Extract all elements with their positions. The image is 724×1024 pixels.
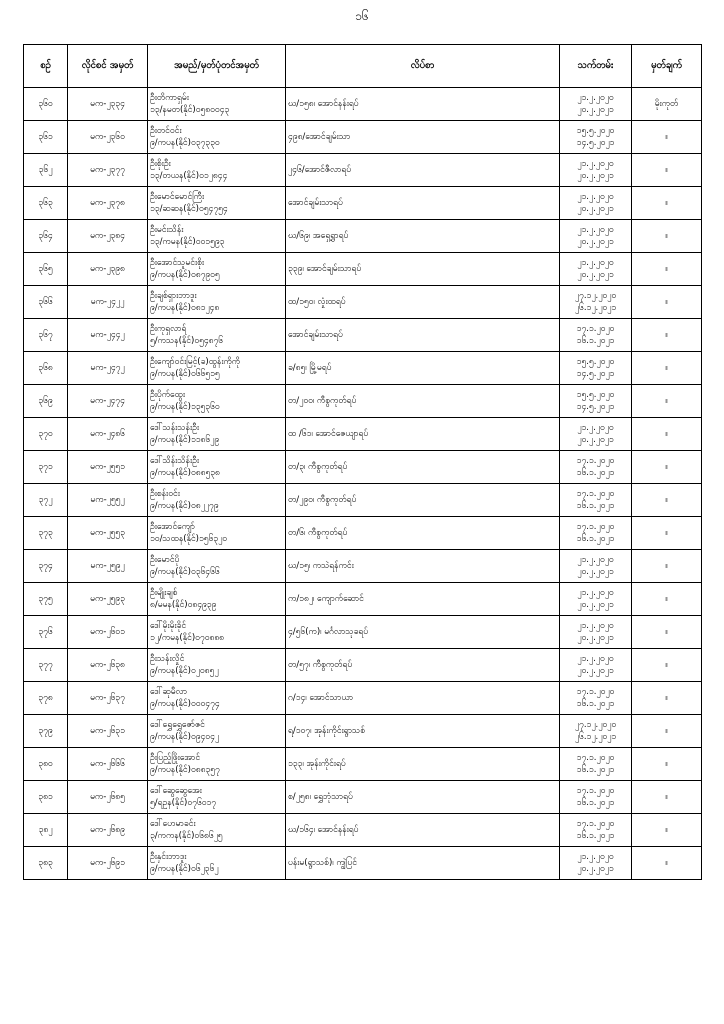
address-cell: တ/၂၉၀၊ ကီစွကုတ်ရပ် bbox=[286, 484, 560, 517]
valid-to: ၁၆.၁.၂၀၂၁ bbox=[576, 699, 615, 709]
holder-name: ဦးမောင်ပို bbox=[150, 555, 180, 565]
holder-name: ဦးစန်းဝင်း bbox=[150, 489, 180, 499]
serial-cell: ၃၇၄ bbox=[24, 550, 68, 583]
registration-number: ၁၃/ကမန(နိုင်)၀၀၁၅၉၃ bbox=[150, 237, 225, 247]
registration-number: ၉/ကပန(နိုင်)၀၉၄၀၄၂ bbox=[150, 732, 220, 742]
table-row bbox=[24, 616, 702, 649]
header-remark: မှတ်ချက် bbox=[632, 45, 702, 88]
name-cell bbox=[148, 649, 286, 682]
valid-from: ၂၁.၂.၂၀၂၀ bbox=[577, 225, 614, 235]
remark-cell: ။ bbox=[632, 682, 702, 715]
name-cell bbox=[148, 319, 286, 352]
valid-to: ၂၆.၁၂.၂၀၂၁ bbox=[574, 303, 617, 313]
serial-cell: ၃၇၈ bbox=[24, 682, 68, 715]
serial-cell: ၃၇၇ bbox=[24, 649, 68, 682]
header-serial: စဉ် bbox=[24, 45, 68, 88]
table-row bbox=[24, 649, 702, 682]
serial-cell: ၃၇၀ bbox=[24, 418, 68, 451]
remark-cell: ။ bbox=[632, 352, 702, 385]
name-cell bbox=[148, 781, 286, 814]
holder-name: ဒေါ်ဆွေဆွေအေး bbox=[150, 786, 202, 796]
address-cell: တ/၃၊ ကီစွကုတ်ရပ် bbox=[286, 451, 560, 484]
registration-number: ၁၃/နမတ(နိုင်)၀၅၈၀၀၄၃ bbox=[150, 105, 230, 115]
valid-to: ၂၆.၁၂.၂၀၂၁ bbox=[574, 732, 617, 742]
valid-from: ၁၇.၁.၂၀၂၀ bbox=[576, 522, 615, 532]
table-row bbox=[24, 385, 702, 418]
validity-cell bbox=[560, 616, 632, 649]
table-row bbox=[24, 550, 702, 583]
valid-from: ၂၁.၂.၂၀၂၀ bbox=[577, 93, 614, 103]
registration-number: ၃/ကကန(နိုင်)၀၆၈၆၂၅ bbox=[150, 831, 223, 841]
validity-cell bbox=[560, 154, 632, 187]
serial-cell: ၃၆၅ bbox=[24, 253, 68, 286]
validity-cell bbox=[560, 649, 632, 682]
name-cell bbox=[148, 517, 286, 550]
valid-from: ၁၅.၅.၂၀၂၀ bbox=[576, 126, 615, 136]
license-cell: မက-၂၆၃၈ bbox=[68, 649, 148, 682]
valid-to: ၁၆.၁.၂၀၂၁ bbox=[576, 501, 615, 511]
validity-cell bbox=[560, 583, 632, 616]
table-row bbox=[24, 352, 702, 385]
address-cell: ထ /၆၁၊ အောင်ဇေယျာရပ် bbox=[286, 418, 560, 451]
table-row bbox=[24, 847, 702, 880]
registration-number: ၉/ကပန(နိုင်)၀၈၁၂၄၈ bbox=[150, 303, 220, 313]
header-address: လိပ်စာ bbox=[286, 45, 560, 88]
name-cell bbox=[148, 550, 286, 583]
license-cell: မက-၂၃၆၀ bbox=[68, 121, 148, 154]
license-cell: မက-၂၄၂၂ bbox=[68, 286, 148, 319]
holder-name: ဒေါ်ဆုမီလာ bbox=[150, 687, 188, 697]
license-cell: မက-၂၆၃၁ bbox=[68, 715, 148, 748]
serial-cell: ၃၈၁ bbox=[24, 781, 68, 814]
holder-name: ဦးသန်းလှိုင် bbox=[150, 654, 185, 664]
remark-cell: ။ bbox=[632, 616, 702, 649]
license-cell: မက-၂၅၉၂ bbox=[68, 550, 148, 583]
table-row bbox=[24, 253, 702, 286]
table-row bbox=[24, 154, 702, 187]
remark-cell: ။ bbox=[632, 517, 702, 550]
valid-to: ၂၀.၂.၂၀၂၁ bbox=[577, 567, 614, 577]
name-cell bbox=[148, 814, 286, 847]
name-cell bbox=[148, 88, 286, 121]
remark-cell: ။ bbox=[632, 385, 702, 418]
registration-number: ၉/ကပန(နိုင်)၀၃၇၃၃၀ bbox=[150, 138, 220, 148]
license-cell: မက-၂၄၇၄ bbox=[68, 385, 148, 418]
serial-cell: ၃၈၃ bbox=[24, 847, 68, 880]
remark-cell: ။ bbox=[632, 451, 702, 484]
address-cell: ခ/၈၅၊ မြို့မရပ် bbox=[286, 352, 560, 385]
address-cell: တ/၅၇၊ ကီစွကုတ်ရပ် bbox=[286, 649, 560, 682]
table-body bbox=[24, 88, 702, 880]
table-row bbox=[24, 583, 702, 616]
holder-name: ဦးမင်းသိန်း bbox=[150, 225, 184, 235]
validity-cell bbox=[560, 517, 632, 550]
table-row bbox=[24, 286, 702, 319]
serial-cell: ၃၆၁ bbox=[24, 121, 68, 154]
valid-from: ၂၁.၂.၂၀၂၀ bbox=[577, 192, 614, 202]
validity-cell bbox=[560, 484, 632, 517]
name-cell bbox=[148, 682, 286, 715]
validity-cell bbox=[560, 550, 632, 583]
registration-number: ၉/ကပန(နိုင်)၀၆၆၅၁၅ bbox=[150, 369, 220, 379]
table-row bbox=[24, 319, 702, 352]
table-row bbox=[24, 814, 702, 847]
remark-cell: ။ bbox=[632, 484, 702, 517]
validity-cell bbox=[560, 319, 632, 352]
valid-to: ၂၀.၂.၂၀၂၁ bbox=[577, 435, 614, 445]
valid-from: ၁၇.၁.၂၀၂၀ bbox=[576, 753, 615, 763]
name-cell bbox=[148, 418, 286, 451]
registration-number: ၉/ကပန(နိုင်)၀၈၂၂၇၉ bbox=[150, 501, 219, 511]
license-cell: မက-၂၅၉၃ bbox=[68, 583, 148, 616]
valid-from: ၂၁.၂.၂၀၂၀ bbox=[577, 654, 614, 664]
license-cell: မက-၂၄၇၂ bbox=[68, 352, 148, 385]
table-row bbox=[24, 517, 702, 550]
validity-cell bbox=[560, 352, 632, 385]
holder-name: ဒေါ်ဟေမာခင်း bbox=[150, 819, 196, 829]
license-cell: မက-၂၃၃၄ bbox=[68, 88, 148, 121]
license-cell: မက-၂၆၉၁ bbox=[68, 847, 148, 880]
validity-cell bbox=[560, 187, 632, 220]
serial-cell: ၃၇၆ bbox=[24, 616, 68, 649]
registration-number: ၉/ကပန(နိုင်)၀၈၈၃၅၇ bbox=[150, 765, 220, 775]
address-cell: ဃ/၆၉၊ အရှေ့ရွာရပ် bbox=[286, 220, 560, 253]
name-cell bbox=[148, 847, 286, 880]
registration-number: ၁၃/ဆဆန(နိုင်)၀၅၄၇၅၄ bbox=[150, 204, 228, 214]
license-cell: မက-၂၃၇၇ bbox=[68, 154, 148, 187]
table-header-row bbox=[24, 45, 702, 88]
validity-cell bbox=[560, 220, 632, 253]
page-number: ၁၆ bbox=[355, 9, 369, 23]
valid-from: ၁၇.၁.၂၀၂၀ bbox=[576, 456, 615, 466]
serial-cell: ၃၇၃ bbox=[24, 517, 68, 550]
valid-from: ၁၇.၁.၂၀၂၀ bbox=[576, 786, 615, 796]
validity-cell bbox=[560, 814, 632, 847]
registration-number: ၉/ကပန(နိုင်)၁၃၅၃၆၀ bbox=[150, 402, 220, 412]
valid-to: ၁၆.၁.၂၀၂၁ bbox=[576, 798, 615, 808]
validity-cell bbox=[560, 847, 632, 880]
serial-cell: ၃၆၄ bbox=[24, 220, 68, 253]
holder-name: ဦးအောင်သူမင်းစိုး bbox=[150, 258, 205, 268]
header-name-registration: အမည်/မှတ်ပုံတင်အမှတ် bbox=[148, 45, 286, 88]
serial-cell: ၃၈၀ bbox=[24, 748, 68, 781]
holder-name: ဦးစိုးဦး bbox=[150, 159, 171, 169]
remark-cell: ။ bbox=[632, 121, 702, 154]
table-row bbox=[24, 682, 702, 715]
holder-name: ဦးတင်ဝင်း bbox=[150, 126, 182, 136]
registration-number: ၅/ကသန(နိုင်)၀၅၄၈၇၆ bbox=[150, 336, 224, 346]
holder-name: ဦးမောင်မောင်ကြီး bbox=[150, 192, 205, 202]
validity-cell bbox=[560, 715, 632, 748]
license-cell: မက-၂၆၀၁ bbox=[68, 616, 148, 649]
name-cell bbox=[148, 286, 286, 319]
holder-name: ဦးကျော်ဝင်းမြင့်(ခ)ထွန်းကိုကို bbox=[150, 357, 241, 367]
validity-cell bbox=[560, 121, 632, 154]
validity-cell bbox=[560, 385, 632, 418]
valid-to: ၁၄.၅.၂၀၂၁ bbox=[576, 369, 615, 379]
valid-to: ၂၀.၂.၂၀၂၁ bbox=[577, 204, 614, 214]
valid-from: ၂၁.၂.၂၀၂၀ bbox=[577, 852, 614, 862]
serial-cell: ၃၆၇ bbox=[24, 319, 68, 352]
registration-number: ၁၃/တယန(နိုင်)၀၁၂၈၄၄ bbox=[150, 171, 228, 181]
registration-number: ၁၀/သထန(နိုင်)၁၅၆၃၂၀ bbox=[150, 534, 228, 544]
valid-to: ၂၀.၂.၂၀၂၁ bbox=[577, 600, 614, 610]
address-cell: ရ/၁၀၇၊ အုန်းကိုင်းရွာသစ် bbox=[286, 715, 560, 748]
valid-from: ၂၁.၂.၂၀၂၀ bbox=[577, 555, 614, 565]
validity-cell bbox=[560, 451, 632, 484]
serial-cell: ၃၇၉ bbox=[24, 715, 68, 748]
serial-cell: ၃၆၃ bbox=[24, 187, 68, 220]
registration-number: ၅/ရဥန(နိုင်)၀၇၆၀၁၇ bbox=[150, 798, 217, 808]
valid-from: ၁၇.၁.၂၀၂၀ bbox=[576, 819, 615, 829]
registration-number: ၉/ကပန(နိုင်)၀၆၂၃၆၂ bbox=[150, 864, 219, 874]
serial-cell: ၃၆၂ bbox=[24, 154, 68, 187]
table-row bbox=[24, 418, 702, 451]
table-row bbox=[24, 748, 702, 781]
valid-from: ၂၁.၂.၂၀၂၀ bbox=[577, 588, 614, 598]
name-cell bbox=[148, 121, 286, 154]
valid-from: ၂၁.၂.၂၀၂၀ bbox=[577, 621, 614, 631]
table-row bbox=[24, 88, 702, 121]
valid-to: ၁၄.၅.၂၀၂၁ bbox=[576, 402, 615, 412]
remark-cell: မိုးကုတ် bbox=[632, 88, 702, 121]
header-validity: သက်တမ်း bbox=[560, 45, 632, 88]
address-cell: ၁၃၃၊ အုန်းကိုင်းရပ် bbox=[286, 748, 560, 781]
validity-cell bbox=[560, 253, 632, 286]
holder-name: ဦးတိကာရှမ်း bbox=[150, 93, 189, 103]
license-cell: မက-၂၃၈၄ bbox=[68, 220, 148, 253]
valid-to: ၁၆.၁.၂၀၂၁ bbox=[576, 534, 615, 544]
remark-cell: ။ bbox=[632, 154, 702, 187]
license-cell: မက-၂၆၃၇ bbox=[68, 682, 148, 715]
valid-from: ၁၇.၁.၂၀၂၀ bbox=[576, 489, 615, 499]
name-cell bbox=[148, 187, 286, 220]
serial-cell: ၃၆၀ bbox=[24, 88, 68, 121]
remark-cell: ။ bbox=[632, 847, 702, 880]
valid-to: ၁၆.၁.၂၀၂၁ bbox=[576, 468, 615, 478]
address-cell: ထ/၁၅၀၊ လှုံးထရပ် bbox=[286, 286, 560, 319]
valid-from: ၂၇.၁၂.၂၀၂၀ bbox=[574, 720, 617, 730]
registration-number: ၈/မမန(နိုင်)၀၈၄၉၃၉ bbox=[150, 600, 217, 610]
remark-cell: ။ bbox=[632, 253, 702, 286]
name-cell bbox=[148, 154, 286, 187]
license-cell: မက-၂၅၅၂ bbox=[68, 484, 148, 517]
remark-cell: ။ bbox=[632, 550, 702, 583]
holder-name: ဦးပြည့်ဖြိုးအောင် bbox=[150, 753, 201, 763]
address-cell: အောင်ချမ်းသာရပ် bbox=[286, 319, 560, 352]
name-cell bbox=[148, 220, 286, 253]
license-cell: မက-၂၆၈၉ bbox=[68, 814, 148, 847]
address-cell: ဃ/၁၅၊ ကသဲရန်ကင်း bbox=[286, 550, 560, 583]
validity-cell bbox=[560, 418, 632, 451]
valid-to: ၂၀.၂.၂၀၂၁ bbox=[577, 666, 614, 676]
holder-name: ဦးအောင်ကျော် bbox=[150, 522, 195, 532]
registration-number: ၉/ကပန(နိုင်)၀၃၆၄၆၆ bbox=[150, 567, 220, 577]
name-cell bbox=[148, 352, 286, 385]
valid-to: ၂၀.၂.၂၀၂၁ bbox=[577, 270, 614, 280]
remark-cell: ။ bbox=[632, 286, 702, 319]
address-cell: အောင်ချမ်းသာရပ် bbox=[286, 187, 560, 220]
address-cell: ၄၉၈/အောင်ချမ်းသာ bbox=[286, 121, 560, 154]
holder-name: ဒေါ်သန်းသန်းဦး bbox=[150, 423, 199, 433]
holder-name: ဦးချစ်ရှားဘာဒူး bbox=[150, 291, 197, 301]
validity-cell bbox=[560, 682, 632, 715]
license-cell: မက-၂၄၈၆ bbox=[68, 418, 148, 451]
validity-cell bbox=[560, 748, 632, 781]
registration-number: ၉/ကပန(နိုင်)၁၁၈၆၂၉ bbox=[150, 435, 220, 445]
holder-name: ဦးမျိုးချစ် bbox=[150, 588, 178, 598]
remark-cell: ။ bbox=[632, 220, 702, 253]
registration-number: ၉/ကပန(နိုင်)၀၀၀၄၇၄ bbox=[150, 699, 220, 709]
name-cell bbox=[148, 484, 286, 517]
valid-to: ၂၀.၂.၂၀၂၁ bbox=[577, 633, 614, 643]
address-cell: စ/၂၅၈၊ ရွှေဘုံသာရပ် bbox=[286, 781, 560, 814]
license-cell: မက-၂၅၅၁ bbox=[68, 451, 148, 484]
name-cell bbox=[148, 385, 286, 418]
serial-cell: ၃၆၆ bbox=[24, 286, 68, 319]
holder-name: ဒေါ်မိုးမိုးခိုင် bbox=[150, 621, 187, 631]
license-cell: မက-၂၃၉၈ bbox=[68, 253, 148, 286]
remark-cell: ။ bbox=[632, 781, 702, 814]
license-cell: မက-၂၅၅၃ bbox=[68, 517, 148, 550]
name-cell bbox=[148, 748, 286, 781]
remark-cell: ။ bbox=[632, 187, 702, 220]
valid-to: ၂၀.၂.၂၀၂၁ bbox=[577, 171, 614, 181]
valid-from: ၂၁.၂.၂၀၂၀ bbox=[577, 159, 614, 169]
registration-number: ၉/ကပန(နိုင်)၀၈၈၅၃၈ bbox=[150, 468, 220, 478]
license-register-table bbox=[23, 44, 702, 880]
holder-name: ဦးပိုက်ထွေး bbox=[150, 390, 186, 400]
remark-cell: ။ bbox=[632, 748, 702, 781]
license-cell: မက-၂၃၇၈ bbox=[68, 187, 148, 220]
name-cell bbox=[148, 253, 286, 286]
validity-cell bbox=[560, 88, 632, 121]
serial-cell: ၃၇၁ bbox=[24, 451, 68, 484]
holder-name: ဒေါ်ရွှေရွှေဇော်ဇင် bbox=[150, 720, 205, 730]
remark-cell: ။ bbox=[632, 418, 702, 451]
license-cell: မက-၂၆၈၅ bbox=[68, 781, 148, 814]
header-license-number: လိုင်စင် အမှတ် bbox=[68, 45, 148, 88]
serial-cell: ၃၇၂ bbox=[24, 484, 68, 517]
valid-from: ၁၇.၁.၂၀၂၀ bbox=[576, 324, 615, 334]
name-cell bbox=[148, 583, 286, 616]
address-cell: ပန်းမ(ရွာသစ်)၊ ကျွဲပြင် bbox=[286, 847, 560, 880]
address-cell: ဃ/၁၆၄၊ အောင်နန်းရပ် bbox=[286, 814, 560, 847]
serial-cell: ၃၆၈ bbox=[24, 352, 68, 385]
valid-from: ၂၁.၂.၂၀၂၀ bbox=[577, 258, 614, 268]
serial-cell: ၃၈၂ bbox=[24, 814, 68, 847]
address-cell: ဃ/၁၅၈၊ အောင်နန်းရပ် bbox=[286, 88, 560, 121]
table-row bbox=[24, 220, 702, 253]
address-cell: တ/၆၊ ကီစွကုတ်ရပ် bbox=[286, 517, 560, 550]
registration-number: ၉/ကပန(နိုင်)၀၈၇၉၀၅ bbox=[150, 270, 220, 280]
valid-from: ၁၅.၅.၂၀၂၀ bbox=[576, 357, 615, 367]
address-cell: က/၁၈၂၊ ကျောက်ဆောင် bbox=[286, 583, 560, 616]
name-cell bbox=[148, 451, 286, 484]
serial-cell: ၃၇၅ bbox=[24, 583, 68, 616]
valid-from: ၁၇.၁.၂၀၂၀ bbox=[576, 687, 615, 697]
address-cell: ၂၄၆/အောင်ဇီလာရပ် bbox=[286, 154, 560, 187]
registration-number: ၉/ကပန(နိုင်)၀၂၀၈၅၂ bbox=[150, 666, 219, 676]
table-row bbox=[24, 451, 702, 484]
valid-to: ၂၀.၂.၂၀၂၁ bbox=[577, 237, 614, 247]
address-cell: ၃၃၉၊ အောင်ချမ်းသာရပ် bbox=[286, 253, 560, 286]
remark-cell: ။ bbox=[632, 814, 702, 847]
table-row bbox=[24, 715, 702, 748]
license-cell: မက-၂၆၆၆ bbox=[68, 748, 148, 781]
validity-cell bbox=[560, 781, 632, 814]
valid-from: ၂၇.၁၂.၂၀၂၀ bbox=[574, 291, 617, 301]
valid-to: ၂၀.၂.၂၀၂၁ bbox=[577, 105, 614, 115]
name-cell bbox=[148, 616, 286, 649]
valid-to: ၂၀.၂.၂၀၂၁ bbox=[577, 864, 614, 874]
valid-to: ၁၆.၁.၂၀၂၁ bbox=[576, 765, 615, 775]
holder-name: ဒေါ်သိန်းသိန်းဦး bbox=[150, 456, 199, 466]
remark-cell: ။ bbox=[632, 649, 702, 682]
name-cell bbox=[148, 715, 286, 748]
remark-cell: ။ bbox=[632, 583, 702, 616]
remark-cell: ။ bbox=[632, 319, 702, 352]
valid-to: ၁၆.၁.၂၀၂၁ bbox=[576, 831, 615, 841]
license-cell: မက-၂၄၄၂ bbox=[68, 319, 148, 352]
holder-name: ဦးနှင်းဘာဒူး bbox=[150, 852, 187, 862]
table-row bbox=[24, 187, 702, 220]
address-cell: ဂ/၁၄၊ အောင်သာယာ bbox=[286, 682, 560, 715]
address-cell: တ/၂၀၀၊ ကီစွကုတ်ရပ် bbox=[286, 385, 560, 418]
remark-cell: ။ bbox=[632, 715, 702, 748]
holder-name: ဦးကုရှလာရ် bbox=[150, 324, 187, 334]
serial-cell: ၃၆၉ bbox=[24, 385, 68, 418]
valid-from: ၂၁.၂.၂၀၂၀ bbox=[577, 423, 614, 433]
valid-to: ၁၆.၁.၂၀၂၁ bbox=[576, 336, 615, 346]
registration-number: ၁၂/ကမန(နိုင်)၀၇၀၈၈၈ bbox=[150, 633, 225, 643]
valid-from: ၁၅.၅.၂၀၂၀ bbox=[576, 390, 615, 400]
valid-to: ၁၄.၅.၂၀၂၁ bbox=[576, 138, 615, 148]
table-row bbox=[24, 781, 702, 814]
table-row bbox=[24, 484, 702, 517]
table-row bbox=[24, 121, 702, 154]
address-cell: ၄/၅၆(က)၊ မင်္ဂလာသုခရပ် bbox=[286, 616, 560, 649]
validity-cell bbox=[560, 286, 632, 319]
